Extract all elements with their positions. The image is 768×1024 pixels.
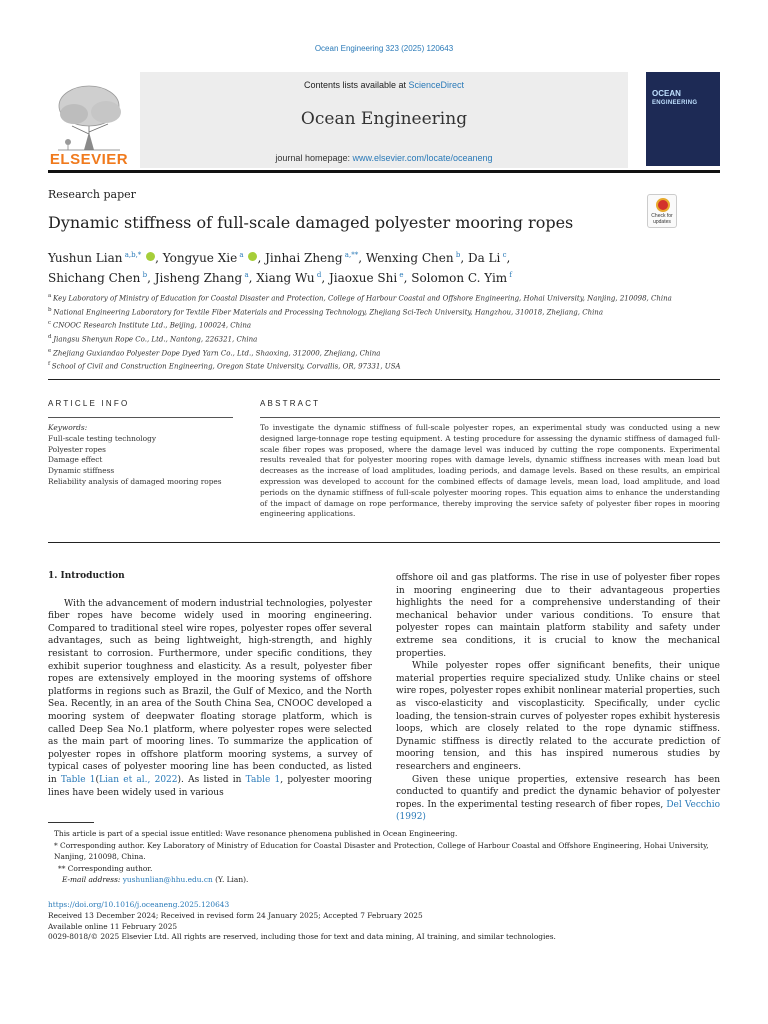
author-name[interactable]: Wenxing Chen xyxy=(365,251,454,265)
doi-link[interactable]: https://doi.org/10.1016/j.oceaneng.2025.120643 xyxy=(48,900,230,909)
affiliation-item: $^f$ School of Civil and Construction Engineering, Oregon State University, Corvallis, OR, 97331, USA xyxy=(48,361,401,371)
table-1-link-2[interactable]: Table 1 xyxy=(245,774,281,785)
orcid-icon[interactable] xyxy=(146,252,155,261)
email-link[interactable]: yushunlian@hhu.edu.cn xyxy=(122,875,213,884)
author-affiliation-mark[interactable]: a,** xyxy=(342,251,359,259)
author-affiliation-mark[interactable]: e xyxy=(397,271,404,279)
journal-title: Ocean Engineering xyxy=(300,109,468,129)
keyword-item: Polyester ropes xyxy=(48,444,106,454)
author-affiliation-mark[interactable]: a xyxy=(242,271,249,279)
abstract-text: To investigate the dynamic stiffness of full-scale polyester ropes, an experimental study was conducted using a new designed large-tonnage rope testing equipment. A testing procedure for assessing the dynamic stiffness of damaged full-scale fiber ropes was proposed, where the damage level was induced by cutting the rope components. Experimental results revealed that for polyester mooring ropes with damage levels, dynamic stiffness increases with mean load but decreases as the increase of load amplitudes, loading periods, and damage levels. Based on these results, an empirical expression was developed to account for the combined effects of damage levels, mean load, load amplitude, and load periods on the dynamic stiffness of full-scale polyester mooring ropes. This equation aims to enhance the understanding of the impact of damage on rope performance, thereby improving the service safety of polyester fiber ropes in mooring engineering applications. xyxy=(260,423,720,519)
affiliation-list xyxy=(48,291,720,373)
journal-reference-link[interactable]: Ocean Engineering 323 (2025) 120643 xyxy=(314,44,454,53)
section-heading-introduction: 1. Introduction xyxy=(48,571,125,581)
intro-paragraph-3 xyxy=(396,774,720,824)
intro-paragraph-2: While polyester ropes offer significant benefits, their unique material properties require specialized study. Unlike chains or steel wire ropes, polyester ropes exhibit nonlinear material properties, such as visco-elasticity and viscoplasticity. Specifically, under cyclic loading, the tension-strain curves of polyester ropes exhibit hysteresis loops, which are closely related to the rope dynamic stiffness. Dynamic stiffness is directly related to the accurate prediction of mooring tension, and this has inspired numerous studies by researchers and engineers. xyxy=(396,661,720,772)
author-name[interactable]: Yongyue Xie xyxy=(162,251,238,265)
footnote-email xyxy=(48,874,720,886)
sciencedirect-link[interactable]: ScienceDirect xyxy=(408,80,465,90)
affiliations-rule xyxy=(48,379,720,380)
keyword-item: Damage effect xyxy=(48,455,103,465)
masthead xyxy=(48,72,720,170)
homepage-prefix: journal homepage: xyxy=(275,153,353,163)
intro-p1-text-d: , polyester mooring lines have been widely used in various xyxy=(48,774,372,798)
author-name[interactable]: Yushun Lian xyxy=(48,251,123,265)
email-label: E-mail address: xyxy=(62,875,123,884)
keywords-block xyxy=(48,423,248,488)
contents-prefix: Contents lists available at xyxy=(303,80,409,90)
available-online-date: Available online 11 February 2025 xyxy=(48,921,178,931)
crossmark-check-updates-button[interactable] xyxy=(647,194,677,228)
crossmark-label: Check for updates xyxy=(651,213,673,225)
crossmark-icon xyxy=(656,198,670,212)
email-suffix: (Y. Lian). xyxy=(212,875,249,884)
affiliation-item: $^a$ Key Laboratory of Ministry of Education for Coastal Disaster and Protection, College of Harbour Coastal and Offshore Engineering, Hohai University, Nanjing, 210098, China xyxy=(48,293,672,303)
publication-info xyxy=(48,900,720,943)
body-column-left xyxy=(48,570,372,799)
copyright-notice: 0029-8018/© 2025 Elsevier Ltd. All rights are reserved, including those for text and data mining, AI training, and similar technologies. xyxy=(48,932,556,942)
footnote-rule xyxy=(48,822,94,823)
author-affiliation-mark[interactable]: a,b,* xyxy=(122,251,142,259)
intro-paragraph-1 xyxy=(48,598,372,800)
affiliation-item: $^c$ CNOOC Research Institute Ltd., Beijing, 100024, China xyxy=(48,320,252,330)
footnote-corresponding-author: * Corresponding author. Key Laboratory of Ministry of Education for Coastal Disaster and Protection, College of Harbour Coastal and Offshore Engineering, Hohai University, Nanjing, 210098, China. xyxy=(54,840,709,861)
table-1-link[interactable]: Table 1 xyxy=(60,774,96,785)
citation-del-vecchio-1992-link[interactable]: Del Vecchio (1992) xyxy=(396,799,720,823)
intro-p1-text-c: ). As listed in xyxy=(177,774,246,785)
affiliation-item: $^e$ Zhejiang Guxiandao Polyester Dope Dyed Yarn Co., Ltd., Shaoxing, 312000, Zhejiang, China xyxy=(48,347,381,357)
affiliation-item: $^b$ National Engineering Laboratory for Textile Fiber Materials and Processing Technology, Zhejiang Sci-Tech University, Hangzhou, 310018, Zhejiang, China xyxy=(48,306,603,316)
cover-title-line1: OCEAN xyxy=(652,89,681,98)
header-rule xyxy=(48,170,720,173)
elsevier-wordmark[interactable]: ELSEVIER xyxy=(49,151,129,168)
received-dates: Received 13 December 2024; Received in revised form 24 January 2025; Accepted 7 February 2025 xyxy=(48,910,423,920)
affiliation-item: $^d$ Jiangsu Shenyun Rope Co., Ltd., Nantong, 226321, China xyxy=(48,333,258,344)
homepage-link[interactable]: www.elsevier.com/locate/oceaneng xyxy=(352,153,493,163)
footnote-special-issue: This article is part of a special issue entitled: Wave resonance phenomena published in Ocean Engineering. xyxy=(54,829,458,838)
keywords-heading: Keywords: xyxy=(48,423,88,432)
journal-cover-image[interactable] xyxy=(646,72,720,166)
journal-banner xyxy=(140,72,628,168)
article-info-heading: ARTICLE INFO xyxy=(48,399,130,408)
footnotes xyxy=(48,828,720,886)
abstract-bottom-rule xyxy=(48,542,720,543)
intro-p1-text-a: With the advancement of modern industrial technologies, polyester fiber ropes have become widely used in mooring engineering. Compared to traditional steel wire ropes, polyester ropes offer several advantages, such as being lightweight, high-strength, and highly resistant to corrosion. Furthermore, under specific conditions, they exhibit superior toughness and elasticity. As a result, polyester fiber ropes are extensively employed in the mooring systems of offshore platforms in regions such as Brazil, the Gulf of Mexico, and the North Sea. Recently, in an area of the South China Sea, CNOOC developed a mooring system of deepwater floating storage platform, which is called Deep Sea No.1 platform, where polyester ropes were selected as the main part of mooring lines. To summarize the application of polyester ropes in offshore platform mooring systems, a survey of typical cases of polyester mooring line has been conducted, as listed in xyxy=(48,598,373,785)
intro-p1-text-b: ( xyxy=(95,774,100,785)
author-name[interactable]: Shichang Chen xyxy=(48,271,141,285)
author-name[interactable]: Jinhai Zheng xyxy=(265,251,343,265)
cover-title-line2: ENGINEERING xyxy=(652,100,698,106)
author-name[interactable]: Xiang Wu xyxy=(256,271,315,285)
author-affiliation-mark[interactable]: b xyxy=(453,251,461,259)
author-affiliation-mark[interactable]: f xyxy=(507,271,513,279)
intro-p3-text: Given these unique properties, extensive research has been conducted to quantify and predict the dynamic behavior of polyester ropes. In the experimental testing research of fiber ropes, xyxy=(396,774,720,810)
orcid-icon[interactable] xyxy=(248,252,257,261)
author-affiliation-mark[interactable]: c xyxy=(500,251,507,259)
body-column-right xyxy=(396,572,720,824)
author-name[interactable]: Da Li xyxy=(467,251,501,265)
author-list: Yushun Lian $^{a,b,*}$ , Yongyue Xie $^a$ , Jinhai Zheng $^{a,**}$, Wenxing Chen $^b$, Da Li $^c$, Shichang Chen $^b$, Jisheng Zhang $^a$, Xiang Wu $^d$, Jiaoxue Shi $^e$, Solomon C. Yim $^f$ xyxy=(48,251,513,285)
author-affiliation-mark[interactable]: b xyxy=(140,271,148,279)
keyword-item: Reliability analysis of damaged mooring ropes xyxy=(48,476,222,486)
author-name[interactable]: Solomon C. Yim xyxy=(411,271,508,285)
author-affiliation-mark[interactable]: a xyxy=(237,251,244,259)
author-affiliation-mark[interactable]: d xyxy=(314,271,322,279)
homepage-line xyxy=(140,152,628,164)
keyword-item: Full-scale testing technology xyxy=(48,433,157,443)
abstract-heading: ABSTRACT xyxy=(260,399,321,408)
article-title: Dynamic stiffness of full-scale damaged polyester mooring ropes xyxy=(48,213,574,232)
author-name[interactable]: Jisheng Zhang xyxy=(154,271,243,285)
article-info-rule xyxy=(48,417,233,418)
citation-lian-2022-link[interactable]: Lian et al., 2022 xyxy=(99,774,178,785)
intro-paragraph-1-continued: offshore oil and gas platforms. The rise in use of polyester fiber ropes in mooring engineering due to their advantageous properties highlights the need for a comprehensive understanding of their mechanical behavior under various conditions. To ensure that polyester ropes can maintain platform stability and safety under extreme sea conditions, it is crucial to know the mechanical properties. xyxy=(396,573,720,659)
contents-line xyxy=(140,79,628,91)
keyword-item: Dynamic stiffness xyxy=(48,466,115,476)
article-type: Research paper xyxy=(48,188,136,201)
author-name[interactable]: Jiaoxue Shi xyxy=(328,271,398,285)
abstract-rule xyxy=(260,417,720,418)
footnote-corresponding-author-2: ** Corresponding author. xyxy=(58,863,153,873)
